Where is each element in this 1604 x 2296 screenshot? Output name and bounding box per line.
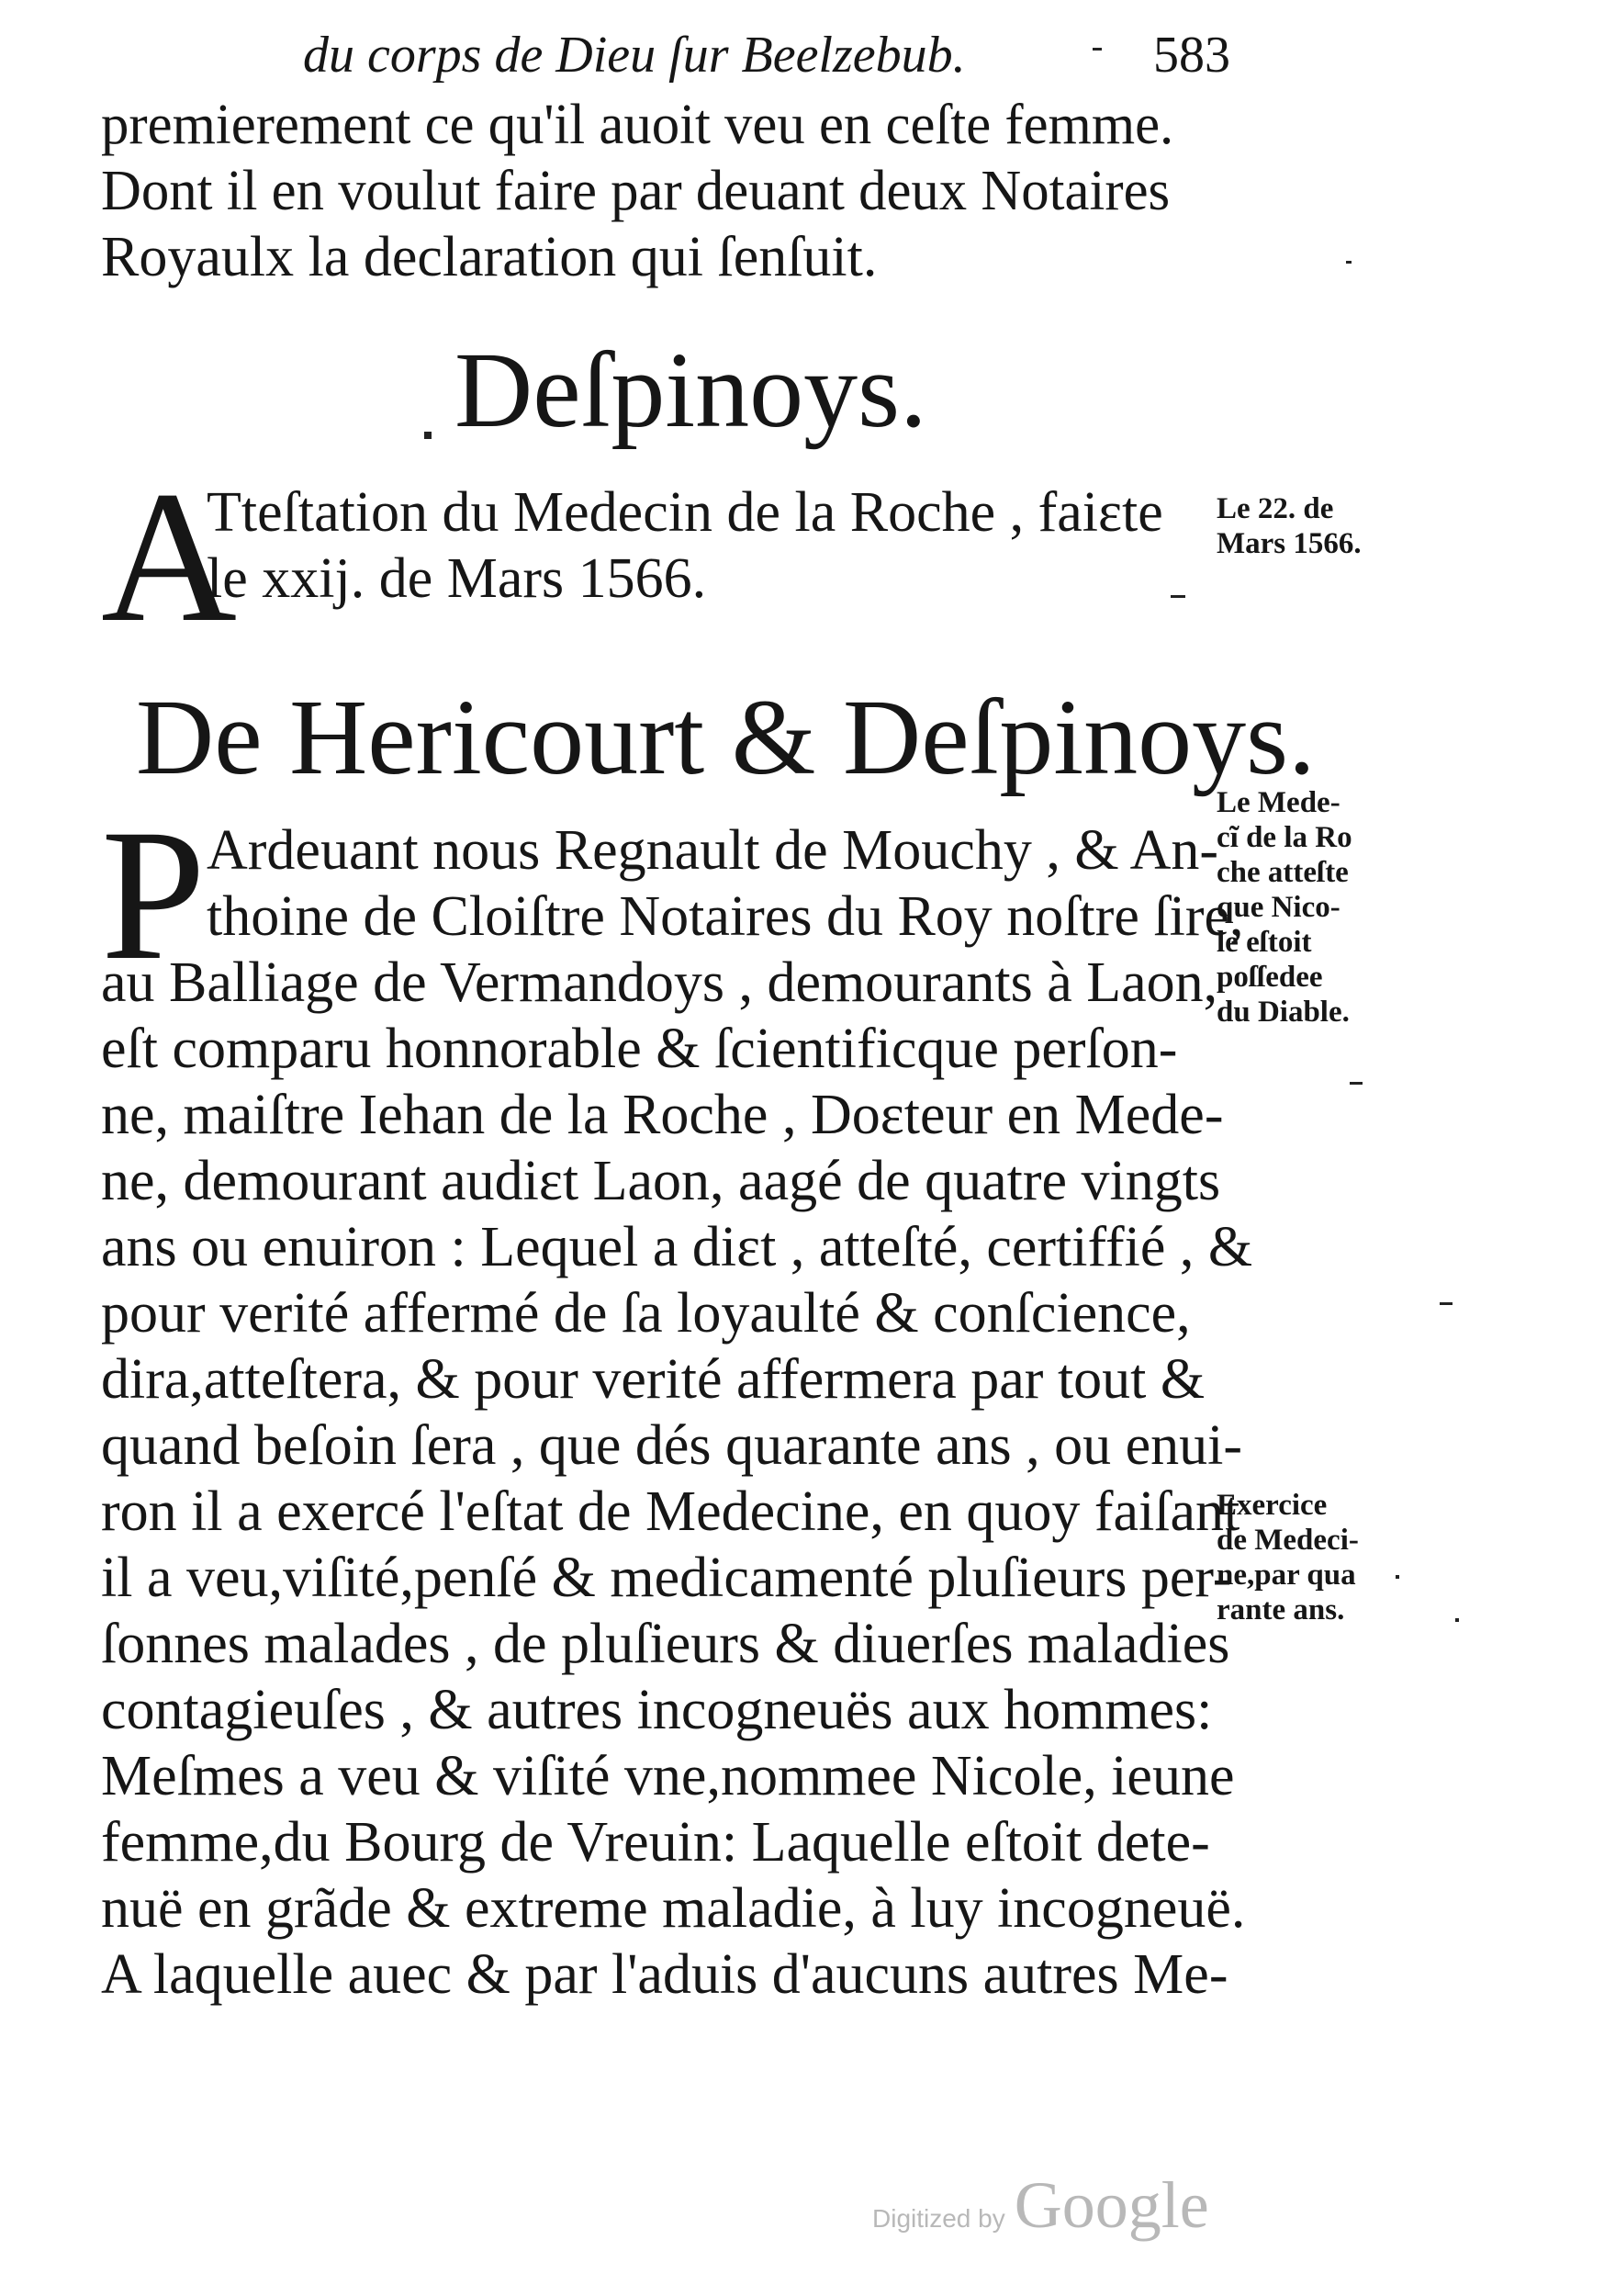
text-line: nuë en grãde & extreme maladie, à luy incogneuë. — [101, 1877, 1246, 1940]
margin-note-medicine: Exercice de Medeci- ne,par qua rante ans. — [1217, 1489, 1359, 1626]
text-line: quand beſoin ſera , que dés quarante ans , ou enui- — [101, 1414, 1243, 1477]
ink-speck — [1093, 48, 1102, 51]
digitized-label: Digitized by — [872, 2204, 1005, 2233]
running-head — [303, 26, 1230, 90]
ink-speck — [1455, 1618, 1459, 1622]
page-number: 583 — [1153, 27, 1230, 84]
text-line: A laquelle auec & par l'aduis d'aucuns autres Me- — [101, 1943, 1228, 2006]
section-heading-despinoys: Deſpinoys. — [454, 330, 927, 450]
text-line: eſt comparu honnorable & ſcientificque perſon- — [101, 1018, 1178, 1080]
text-line: Dont il en voulut faire par deuant deux Notaires — [101, 160, 1171, 222]
text-line: Meſmes a veu & viſité vne,nommee Nicole, ieune — [101, 1745, 1235, 1807]
text-line: au Balliage de Vermandoys , demourants à Laon, — [101, 951, 1218, 1014]
drop-cap-p: P — [101, 791, 207, 999]
text-line: femme,du Bourg de Vreuin: Laquelle eſtoit dete- — [101, 1811, 1210, 1874]
text-line: contagieuſes , & autres incogneuës aux hommes: — [101, 1679, 1213, 1741]
digitized-by-google-watermark — [872, 2167, 1209, 2241]
text-line: ſonnes malades , de pluſieurs & diuerſes maladies — [101, 1613, 1230, 1675]
text-line: Ardeuant nous Regnault de Mouchy , & An- — [207, 819, 1219, 882]
section-heading-hericourt: De Hericourt & Deſpinoys. — [136, 677, 1316, 797]
text-line: pour verité affermé de ſa loyaulté & conſcience, — [101, 1282, 1191, 1345]
ink-speck — [1440, 1302, 1453, 1305]
margin-note-possession: Le Mede- cĩ de la Ro che atteſte que Nico- le eſtoit poſſedee du Diable. — [1217, 786, 1352, 1029]
text-line: Royaulx la declaration qui ſenſuit. — [101, 226, 878, 288]
ink-speck — [1396, 1575, 1399, 1579]
text-line: ne, demourant audiɛt Laon, aagé de quatre vingts — [101, 1150, 1221, 1212]
ink-speck — [1171, 595, 1185, 598]
margin-note-date: Le 22. de Mars 1566. — [1217, 492, 1362, 560]
text-line: ans ou enuiron : Lequel a diɛt , atteſté, certiffié , & — [101, 1216, 1253, 1278]
text-line: premierement ce qu'il auoit veu en ceſte femme. — [101, 94, 1174, 156]
text-line: le xxij. de Mars 1566. — [207, 547, 707, 610]
google-logo: Google — [1014, 2168, 1209, 2242]
text-line: ne, maiſtre Iehan de la Roche , Doɛteur en Mede- — [101, 1084, 1224, 1146]
ink-speck — [1350, 1082, 1363, 1085]
ink-speck — [1346, 261, 1352, 264]
text-line: ron il a exercé l'eſtat de Medecine, en quoy faiſant — [101, 1480, 1240, 1543]
ink-speck — [424, 432, 432, 439]
running-title: du corps de Dieu ſur Beelzebub. — [303, 27, 966, 84]
text-line: il a veu,viſité,penſé & medicamenté pluſieurs per- — [101, 1547, 1232, 1609]
drop-cap-a: A — [101, 453, 238, 661]
text-line: thoine de Cloiſtre Notaires du Roy noſtre ſire, — [207, 885, 1244, 948]
text-line: Tteſtation du Medecin de la Roche , faiɛte — [207, 481, 1163, 544]
text-line: dira,atteſtera, & pour verité affermera par tout & — [101, 1348, 1206, 1411]
